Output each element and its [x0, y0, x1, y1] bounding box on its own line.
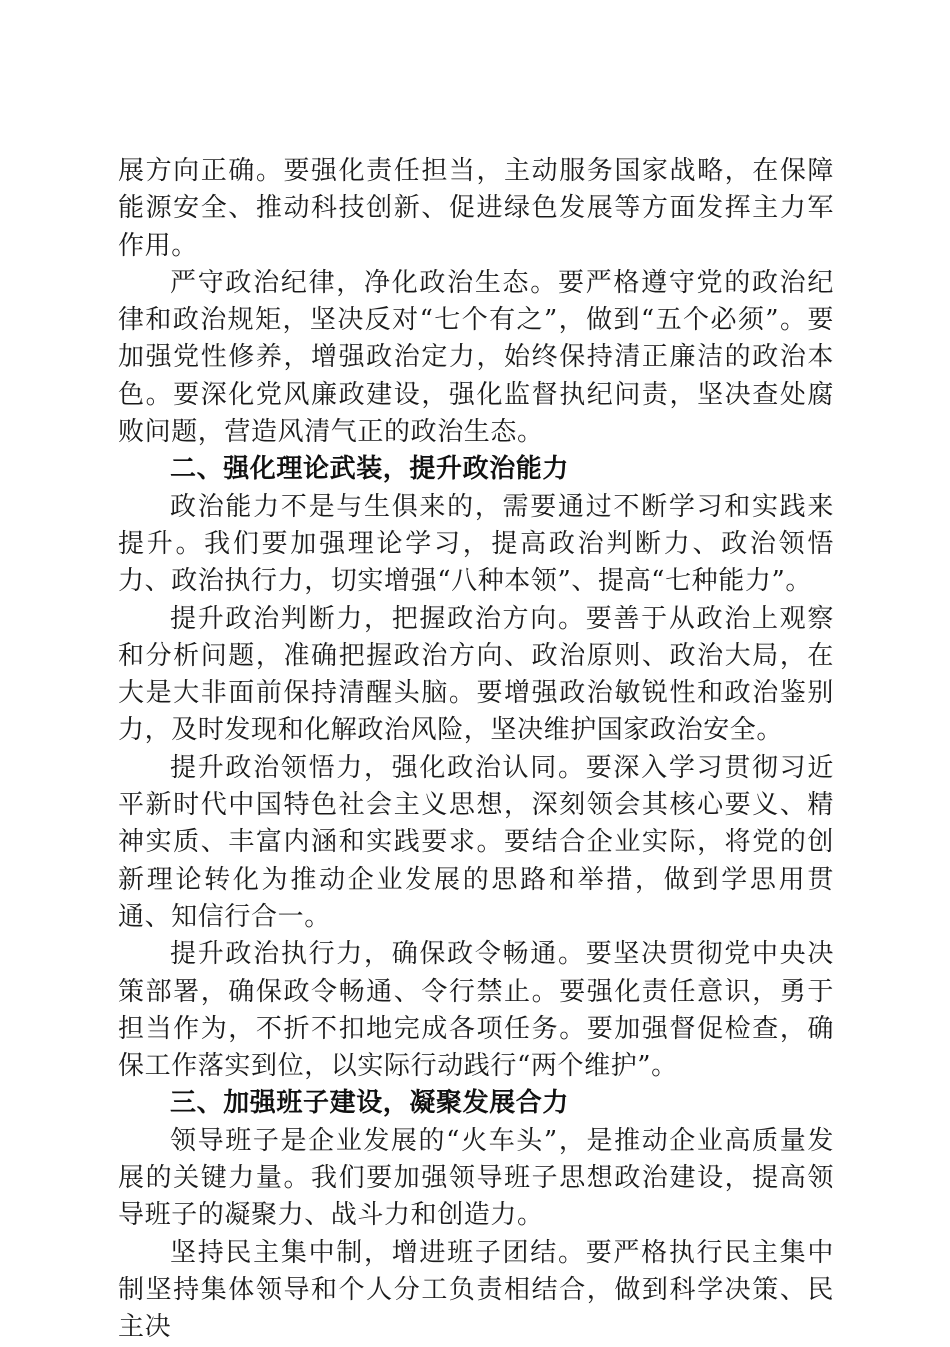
paragraph-leadership-team: 领导班子是企业发展的“火车头”，是推动企业高质量发展的关键力量。我们要加强领导班子思想政治建设，提高领导班子的凝聚力、战斗力和创造力。 — [118, 1125, 834, 1231]
paragraph-political-judgment: 提升政治判断力，把握政治方向。要善于从政治上观察和分析问题，准确把握政治方向、政治原则、政治大局，在大是大非面前保持清醒头脑。要增强政治敏锐性和政治鉴别力，及时发现和化解政治风险，坚决维护国家政治安全。 — [118, 603, 834, 746]
paragraph-political-execution: 提升政治执行力，确保政令畅通。要坚决贯彻党中央决策部署，确保政令畅通、令行禁止。要强化责任意识，勇于担当作为，不折不扣地完成各项任务。要加强督促检查，确保工作落实到位，以实际行动践行“两个维护”。 — [118, 939, 834, 1082]
paragraph-political-ability: 政治能力不是与生俱来的，需要通过不断学习和实践来提升。我们要加强理论学习，提高政治判断力、政治领悟力、政治执行力，切实增强“八种本领”、提高“七种能力”。 — [118, 491, 834, 597]
paragraph-democratic-centralism: 坚持民主集中制，增进班子团结。要严格执行民主集中制坚持集体领导和个人分工负责相结合，做到科学决策、民主决 — [118, 1237, 834, 1343]
section-heading-2: 二、强化理论武装，提升政治能力 — [170, 454, 570, 485]
paragraph-continuation: 展方向正确。要强化责任担当，主动服务国家战略，在保障能源安全、推动科技创新、促进绿色发展等方面发挥主力军作用。 — [118, 156, 834, 261]
document-body — [118, 153, 834, 1347]
section-heading-3: 三、加强班子建设，凝聚发展合力 — [170, 1088, 570, 1119]
paragraph-political-comprehension: 提升政治领悟力，强化政治认同。要深入学习贯彻习近平新时代中国特色社会主义思想，深刻领会其核心要义、精神实质、丰富内涵和实践要求。要结合企业实际，将党的创新理论转化为推动企业发展的思路和举措，做到学思用贯通、知信行合一。 — [118, 752, 834, 932]
paragraph-political-discipline: 严守政治纪律，净化政治生态。要严格遵守党的政治纪律和政治规矩，坚决反对“七个有之”，做到“五个必须”。要加强党性修养，增强政治定力，始终保持清正廉洁的政治本色。要深化党风廉政建设，强化监督执纪问责，坚决查处腐败问题，营造风清气正的政治生态。 — [118, 267, 834, 448]
